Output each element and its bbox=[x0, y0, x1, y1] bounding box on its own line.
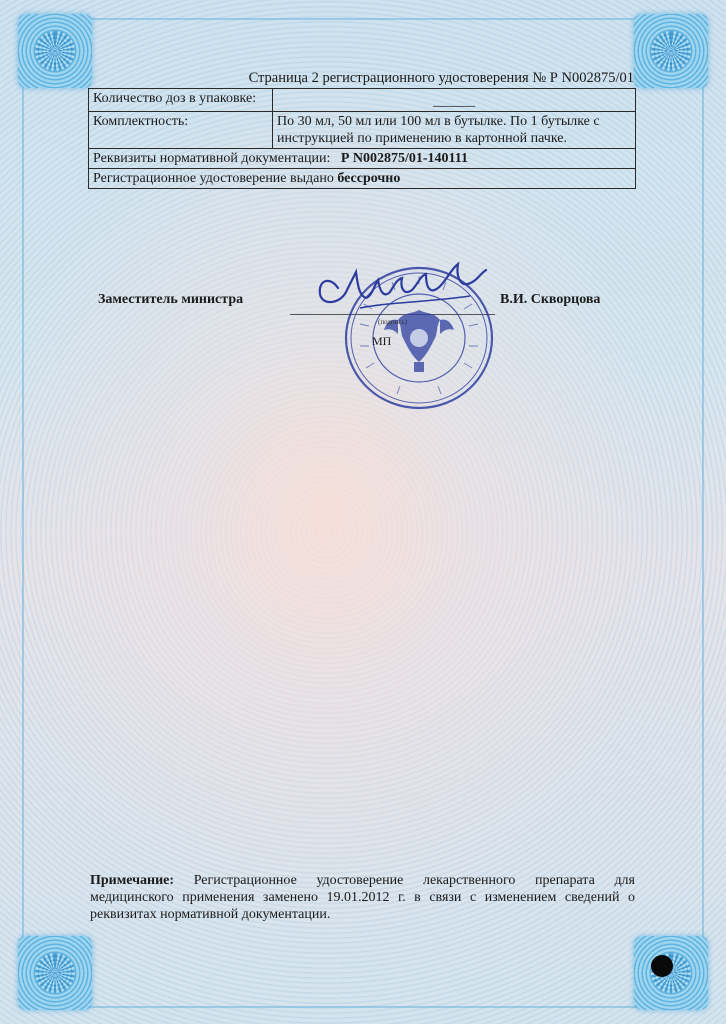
docs-label: Реквизиты нормативной документации: bbox=[93, 151, 331, 166]
table-row bbox=[89, 169, 636, 189]
note-paragraph bbox=[90, 872, 635, 923]
note-label: Примечание: bbox=[90, 873, 175, 888]
handwritten-signature bbox=[300, 258, 500, 318]
issued-prefix: Регистрационное удостоверение выдано bbox=[93, 171, 334, 186]
note-text: Регистрационное удостоверение лекарственного препарата для медицинского применения заменено 19.01.2012 г. в связи с изменением сведений о реквизитах нормативной документации. bbox=[90, 873, 635, 922]
completeness-value: По 30 мл, 50 мл или 100 мл в бутылке. По 1 бутылке с инструкцией по применению в картонной пачке. bbox=[273, 112, 636, 149]
completeness-label: Комплектность: bbox=[89, 112, 273, 149]
binding-hole bbox=[651, 955, 673, 977]
page-header: Страница 2 регистрационного удостоверения № Р N002875/01 bbox=[248, 70, 634, 86]
docs-value: Р N002875/01-140111 bbox=[340, 151, 469, 166]
issued-row bbox=[89, 169, 636, 189]
signatory-role: Заместитель министра bbox=[98, 292, 244, 307]
issued-value: бессрочно bbox=[337, 171, 401, 186]
registration-table bbox=[88, 88, 636, 189]
corner-rosette-top-left bbox=[18, 14, 92, 88]
table-row bbox=[89, 149, 636, 169]
corner-rosette-bottom-right bbox=[634, 936, 708, 1010]
signature-caption: (подпись) bbox=[378, 318, 408, 326]
signatory-name: В.И. Скворцова bbox=[500, 292, 601, 307]
docs-row bbox=[89, 149, 636, 169]
corner-rosette-top-right bbox=[634, 14, 708, 88]
table-row bbox=[89, 89, 636, 112]
table-row bbox=[89, 112, 636, 149]
doses-label: Количество доз в упаковке: bbox=[89, 89, 273, 112]
doses-value: ______ bbox=[273, 89, 636, 112]
stamp-label: МП bbox=[372, 334, 392, 348]
corner-rosette-bottom-left bbox=[18, 936, 92, 1010]
